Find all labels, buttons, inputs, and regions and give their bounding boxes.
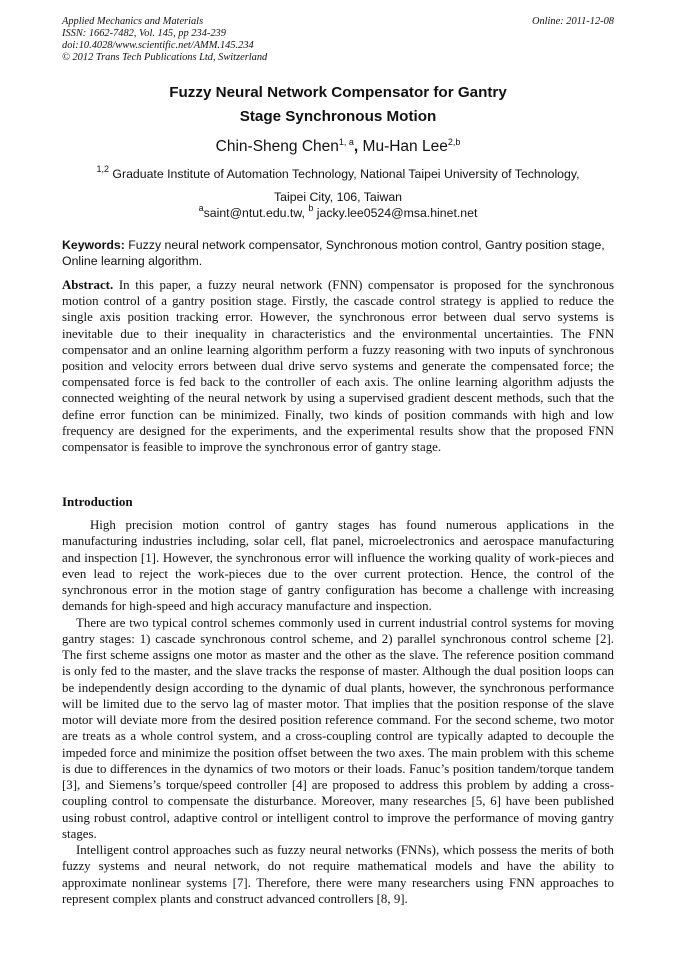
affiliation-line-1: Graduate Institute of Automation Technology, National Taipei University of Technology, — [112, 167, 580, 181]
paper-title — [62, 81, 614, 129]
copyright-line: © 2012 Trans Tech Publications Ltd, Switzerland — [62, 52, 268, 63]
keywords-label: Keywords: — [62, 238, 125, 252]
introduction-body — [62, 517, 614, 907]
keywords — [62, 237, 614, 269]
introduction-heading: Introduction — [62, 494, 133, 509]
journal-name: Applied Mechanics and Materials — [62, 16, 204, 27]
author-1: Chin-Sheng Chen — [215, 138, 339, 155]
title-line-1: Fuzzy Neural Network Compensator for Gantry — [169, 84, 507, 101]
affiliation-marker: 1,2 — [96, 164, 109, 174]
affiliation — [62, 163, 614, 209]
email-a: saint@ntut.edu.tw, — [203, 206, 309, 220]
intro-paragraph-3: Intelligent control approaches such as fuzzy neural networks (FNNs), which possess the merits of both fuzzy systems and neural network, do not require mathematical models and have the ability to approximate nonlinear systems [7]. Therefore, there were many researchers using FNN approaches to represent complex plants and construct advanced controllers [8, 9]. — [62, 843, 614, 906]
title-line-2: Stage Synchronous Motion — [239, 108, 437, 125]
issn-line: ISSN: 1662-7482, Vol. 145, pp 234-239 — [62, 28, 226, 39]
intro-paragraph-1: High precision motion control of gantry stages has found numerous applications in the manufacturing industries including, solar cell, flat panel, microelectronics and aerospace manufacturing and inspection [1]. However, the synchronous error will influence the working quality of work-pieces and even lead to reject the work-pieces due to the over current protection. Hence, the control of the synchronous error in the motion stage of gantry configuration has become a challenge with increasing demands for high-speed and high accuracy manufacture and inspection. — [62, 518, 614, 614]
author-emails — [62, 203, 614, 220]
author-2-affiliation: 2,b — [447, 137, 461, 147]
email-b-marker: b — [308, 203, 314, 213]
abstract-label: Abstract. — [62, 278, 114, 292]
author-1-affiliation: 1, a — [338, 137, 354, 147]
keywords-text: Fuzzy neural network compensator, Synchronous motion control, Gantry position stage, Online learning algorithm. — [62, 238, 605, 268]
author-2: Mu-Han Lee — [362, 138, 448, 155]
author-list — [62, 138, 614, 156]
email-b: jacky.lee0524@msa.hinet.net — [313, 206, 478, 220]
email-a-marker: a — [198, 203, 204, 213]
online-date: Online: 2011-12-08 — [531, 16, 614, 27]
author-separator: , — [353, 138, 363, 155]
affiliation-line-2: Taipei City, 106, Taiwan — [273, 190, 403, 204]
journal-header — [62, 16, 614, 64]
abstract — [62, 277, 614, 455]
intro-paragraph-2: There are two typical control schemes commonly used in current industrial control systems for moving gantry stages: 1) cascade synchronous control scheme, and 2) parallel synchronous control scheme [2]. The first scheme assigns one motor as master and the other as the slave. The reference position command is only fed to the master, and the slave tracks the response of master. Although the dual position loops can be independently design according to the dynamic of dual plants, however, the synchronous performance will be limited due to the servo lag of master motor. That implies that the position response of the slave motor will deviate more from the desired position reference command. For the second scheme, two motor are treats as a whole control system, and a cross-coupling control are typically adapted to decouple the impeded force and minimize the position offset between the two axes. The main problem with this scheme is due to differences in the dynamics of two motors or their loads. Fanuc’s position tandem/torque tandem [3], and Siemens’s torque/speed controller [4] are proposed to address this problem by adding a cross-coupling control to compensate the disturbance. Moreover, many researches [5, 6] have been published using robust control, adaptive control or intelligent control to improve the performance of moving gantry stages. — [62, 615, 614, 841]
doi-line: doi:10.4028/www.scientific.net/AMM.145.234 — [62, 40, 254, 51]
abstract-text: In this paper, a fuzzy neural network (FNN) compensator is proposed for the synchronous motion control of a gantry position stage. Firstly, the cascade control strategy is applied to reduce the single axis position tracking error. However, the synchronous error between dual servo systems is inevitable due to their inequality in characteristics and the environmental uncertainties. The FNN compensator and an online learning algorithm perform a fuzzy reasoning with two inputs of synchronous position and velocity errors between dual drive servo systems and generate the compensated force; the compensated force is fed back to the controller of each axis. The online learning algorithm adjusts the connected weighting of the neural network by using a supervised gradient descent methods, such that the define error function can be minimized. Finally, two kinds of position commands with high and low frequency are designed for the experiments, and the experimental results show that the proposed FNN compensator is feasible to improve the synchronous error of gantry stage. — [62, 278, 614, 455]
